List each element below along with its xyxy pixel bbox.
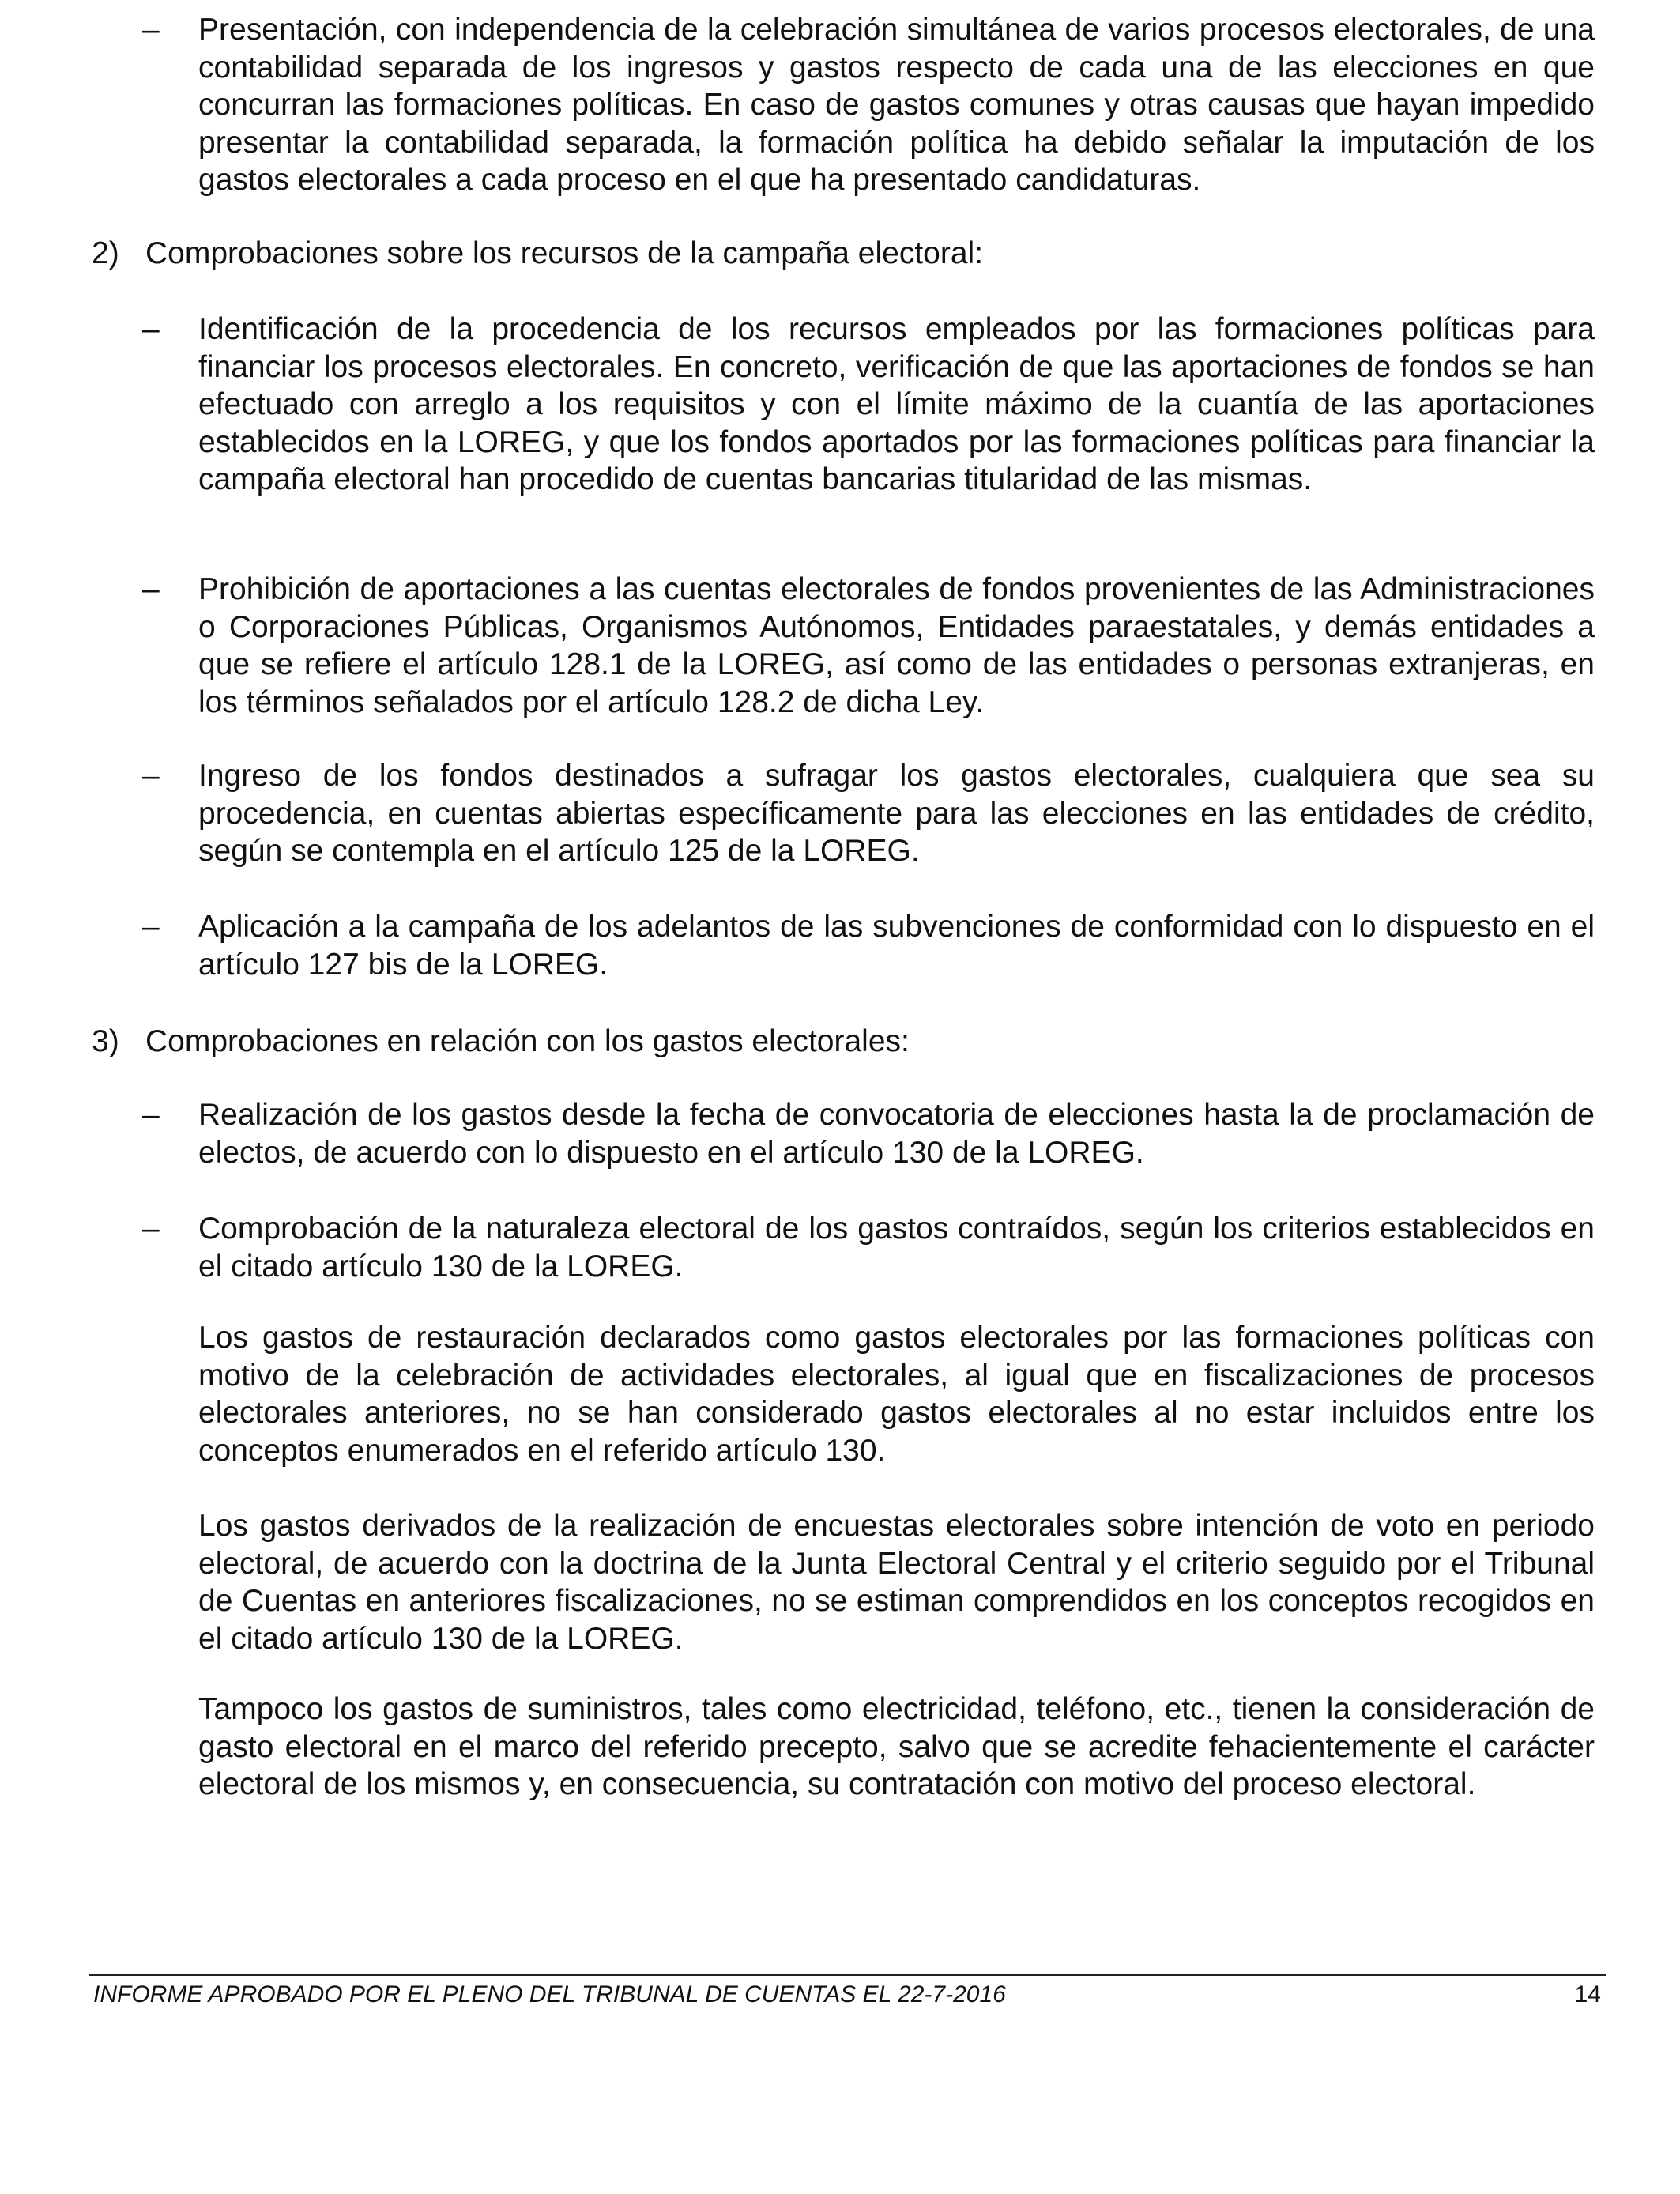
dash-bullet-icon: –	[142, 1098, 160, 1132]
body-paragraph	[198, 1507, 1595, 1657]
bullet-text: Realización de los gastos desde la fecha de convocatoria de elecciones hasta la de proclamación de electos, de acuerdo con lo dispuesto en el artículo 130 de la LOREG.	[198, 1098, 1595, 1170]
section-number: 3)	[92, 1024, 119, 1058]
bullet-text: Aplicación a la campaña de los adelantos de las subvenciones de conformidad con lo dispuesto en el artículo 127 bis de la LOREG.	[198, 910, 1595, 982]
bullet-item	[142, 757, 1595, 870]
section-title: Comprobaciones en relación con los gastos electorales:	[145, 1024, 910, 1058]
section-number: 2)	[92, 236, 119, 270]
section-heading	[92, 235, 1593, 273]
page-number: 14	[1574, 1981, 1601, 2007]
paragraph-text: Los gastos de restauración declarados como gastos electorales por las formaciones políticas con motivo de la celebración de actividades electorales, al igual que en fiscalizaciones de procesos electorales anteriores, no se han considerado gastos electorales al no estar incluidos entre los conceptos enumerados en el referido artículo 130.	[198, 1321, 1595, 1468]
section-heading	[92, 1023, 1593, 1061]
footer-caption: INFORME APROBADO POR EL PLENO DEL TRIBUNAL DE CUENTAS EL 22-7-2016	[93, 1981, 1006, 2007]
dash-bullet-icon: –	[142, 312, 160, 346]
paragraph-text: Tampoco los gastos de suministros, tales como electricidad, teléfono, etc., tienen la consideración de gasto electoral en el marco del referido precepto, salvo que se acredite fehacientemente el carácter electoral de los mismos y, en consecuencia, su contratación con motivo del proceso electoral.	[198, 1692, 1595, 1801]
bullet-item	[142, 908, 1595, 983]
section-title: Comprobaciones sobre los recursos de la campaña electoral:	[145, 236, 984, 270]
paragraph-text: Los gastos derivados de la realización de encuestas electorales sobre intención de voto en periodo electoral, de acuerdo con la doctrina de la Junta Electoral Central y el criterio seguido por el Tribunal de Cuentas en anteriores fiscalizaciones, no se estiman comprendidos en los conceptos recogidos en el citado artículo 130 de la LOREG.	[198, 1509, 1595, 1656]
dash-bullet-icon: –	[142, 910, 160, 944]
dash-bullet-icon: –	[142, 13, 160, 47]
dash-bullet-icon: –	[142, 1212, 160, 1246]
footer-divider	[89, 1974, 1606, 1976]
bullet-item	[142, 1210, 1595, 1285]
bullet-text: Ingreso de los fondos destinados a sufragar los gastos electorales, cualquiera que sea su procedencia, en cuentas abiertas específicamente para las elecciones en las entidades de crédito, según se contempla en el artículo 125 de la LOREG.	[198, 759, 1595, 868]
bullet-item	[142, 1096, 1595, 1171]
bullet-item	[142, 571, 1595, 721]
dash-bullet-icon: –	[142, 572, 160, 606]
bullet-text: Prohibición de aportaciones a las cuentas electorales de fondos provenientes de las Administraciones o Corporaciones Públicas, Organismos Autónomos, Entidades paraestatales, y demás entidades a que se refiere el artículo 128.1 de la LOREG, así como de las entidades o personas extranjeras, en los términos señalados por el artículo 128.2 de dicha Ley.	[198, 572, 1595, 719]
body-paragraph	[198, 1319, 1595, 1469]
bullet-item	[142, 311, 1595, 499]
bullet-item	[142, 11, 1595, 199]
bullet-text: Identificación de la procedencia de los recursos empleados por las formaciones políticas para financiar los procesos electorales. En concreto, verificación de que las aportaciones de fondos se han efectuado con arreglo a los requisitos y con el límite máximo de la cuantía de las aportaciones establecidos en la LOREG, y que los fondos aportados por las formaciones políticas para financiar la campaña electoral han procedido de cuentas bancarias titularidad de las mismas.	[198, 312, 1595, 496]
bullet-text: Comprobación de la naturaleza electoral de los gastos contraídos, según los criterios establecidos en el citado artículo 130 de la LOREG.	[198, 1212, 1595, 1284]
dash-bullet-icon: –	[142, 759, 160, 793]
bullet-text: Presentación, con independencia de la celebración simultánea de varios procesos electorales, de una contabilidad separada de los ingresos y gastos respecto de cada una de las elecciones en que concurran las formaciones políticas. En caso de gastos comunes y otras causas que hayan impedido presentar la contabilidad separada, la formación política ha debido señalar la imputación de los gastos electorales a cada proceso en el que ha presentado candidaturas.	[198, 13, 1595, 197]
body-paragraph	[198, 1691, 1595, 1804]
